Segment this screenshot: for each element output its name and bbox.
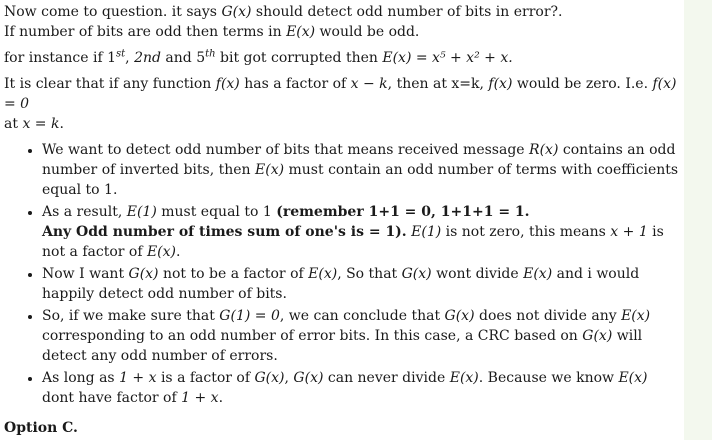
text: It is clear that if any function <box>4 76 216 92</box>
intro-line-1 <box>4 2 679 22</box>
list-item: • As long as 1 + x is a factor of G(x), G(x) can never divide E(x). Because we know E(x) dont have factor of 1 + x. <box>42 368 679 408</box>
math-x-plus-1: x + 1 <box>610 224 648 240</box>
math-1-plus-x: 1 + x <box>119 370 157 386</box>
math-Ex: E(x) <box>449 370 479 386</box>
math-E1: E(1) <box>126 204 157 220</box>
list-item: • Now I want G(x) not to be a factor of E(x), So that G(x) wont divide E(x) and i would happily detect odd number of bits. <box>42 264 679 304</box>
example-line <box>4 48 679 68</box>
math-Gx: G(x) <box>254 370 285 386</box>
math-Gx: G(x) <box>582 328 613 344</box>
right-margin-strip <box>684 0 712 440</box>
math-Gx: G(x) <box>444 308 475 324</box>
text: If number of bits are odd then terms in <box>4 24 287 40</box>
math-E1: E(1) <box>411 224 442 240</box>
math-Rx: R(x) <box>529 142 559 158</box>
math-Ex: E(x) <box>618 370 648 386</box>
math-Gx: G(x) <box>221 4 252 20</box>
text: Now come to question. it says <box>4 4 222 20</box>
math-fx-zero: f(x) = 0 <box>4 76 677 112</box>
text: would be odd. <box>315 24 420 40</box>
math-x-eq-k: x = k <box>22 116 60 132</box>
text: bit got corrupted then <box>215 50 383 66</box>
math-x-minus-k: x − k <box>350 76 388 92</box>
bold-text: (remember 1+1 = 0, 1+1+1 = 1. <box>276 204 530 220</box>
superscript: th <box>205 48 216 60</box>
math-Ex: E(x) <box>146 244 176 260</box>
math-Ex: E(x) <box>255 162 285 178</box>
text: should detect odd number of bits in error?. <box>251 4 563 20</box>
list-item: • As a result, E(1) must equal to 1 (remember 1+1 = 0, 1+1+1 = 1. Any Odd number of times sum of one's is = 1). E(1) is not zero, this means x + 1 is not a factor of E(x). <box>42 202 679 262</box>
text: has a factor of <box>239 76 351 92</box>
math-Gx: G(x) <box>293 370 324 386</box>
math-Ex: E(x) <box>523 266 553 282</box>
factor-paragraph <box>4 74 679 134</box>
math-fx: f(x) <box>488 76 513 92</box>
math-fx: f(x) <box>215 76 240 92</box>
math-Gx: G(x) <box>128 266 159 282</box>
text: . <box>59 116 64 132</box>
bold-text: Any Odd number of times sum of one's is = 1). <box>42 224 407 240</box>
option-answer: Option C. <box>4 420 78 436</box>
math-Ex: E(x) <box>308 266 338 282</box>
math-Ex-equation: E(x) = x⁵ + x² + x. <box>382 50 513 66</box>
text: would be zero. I.e. <box>512 76 653 92</box>
math-Ex: E(x) <box>621 308 651 324</box>
list-item: • We want to detect odd number of bits that means received message R(x) contains an odd number of inverted bits, then E(x) must contain an odd number of terms with coefficients equal to 1. <box>42 140 679 200</box>
superscript: st <box>116 48 126 60</box>
intro-line-2 <box>4 22 679 42</box>
list-item: • So, if we make sure that G(1) = 0, we can conclude that G(x) does not divide any E(x) corresponding to an odd number of error bits. In this case, a CRC based on G(x) will detect any odd number of errors. <box>42 306 679 366</box>
bullet-list <box>4 140 679 408</box>
text: , <box>125 50 135 66</box>
math-Ex: E(x) <box>286 24 316 40</box>
math-G1-eq-0: G(1) = 0 <box>219 308 280 324</box>
math-1-plus-x: 1 + x <box>181 390 219 406</box>
text: , then at x=k, <box>387 76 489 92</box>
math-Gx: G(x) <box>401 266 432 282</box>
answer-body <box>4 2 679 438</box>
text: for instance if 1 <box>4 50 117 66</box>
text: and 5 <box>160 50 206 66</box>
text-2nd: 2nd <box>134 50 161 66</box>
text: at <box>4 116 23 132</box>
